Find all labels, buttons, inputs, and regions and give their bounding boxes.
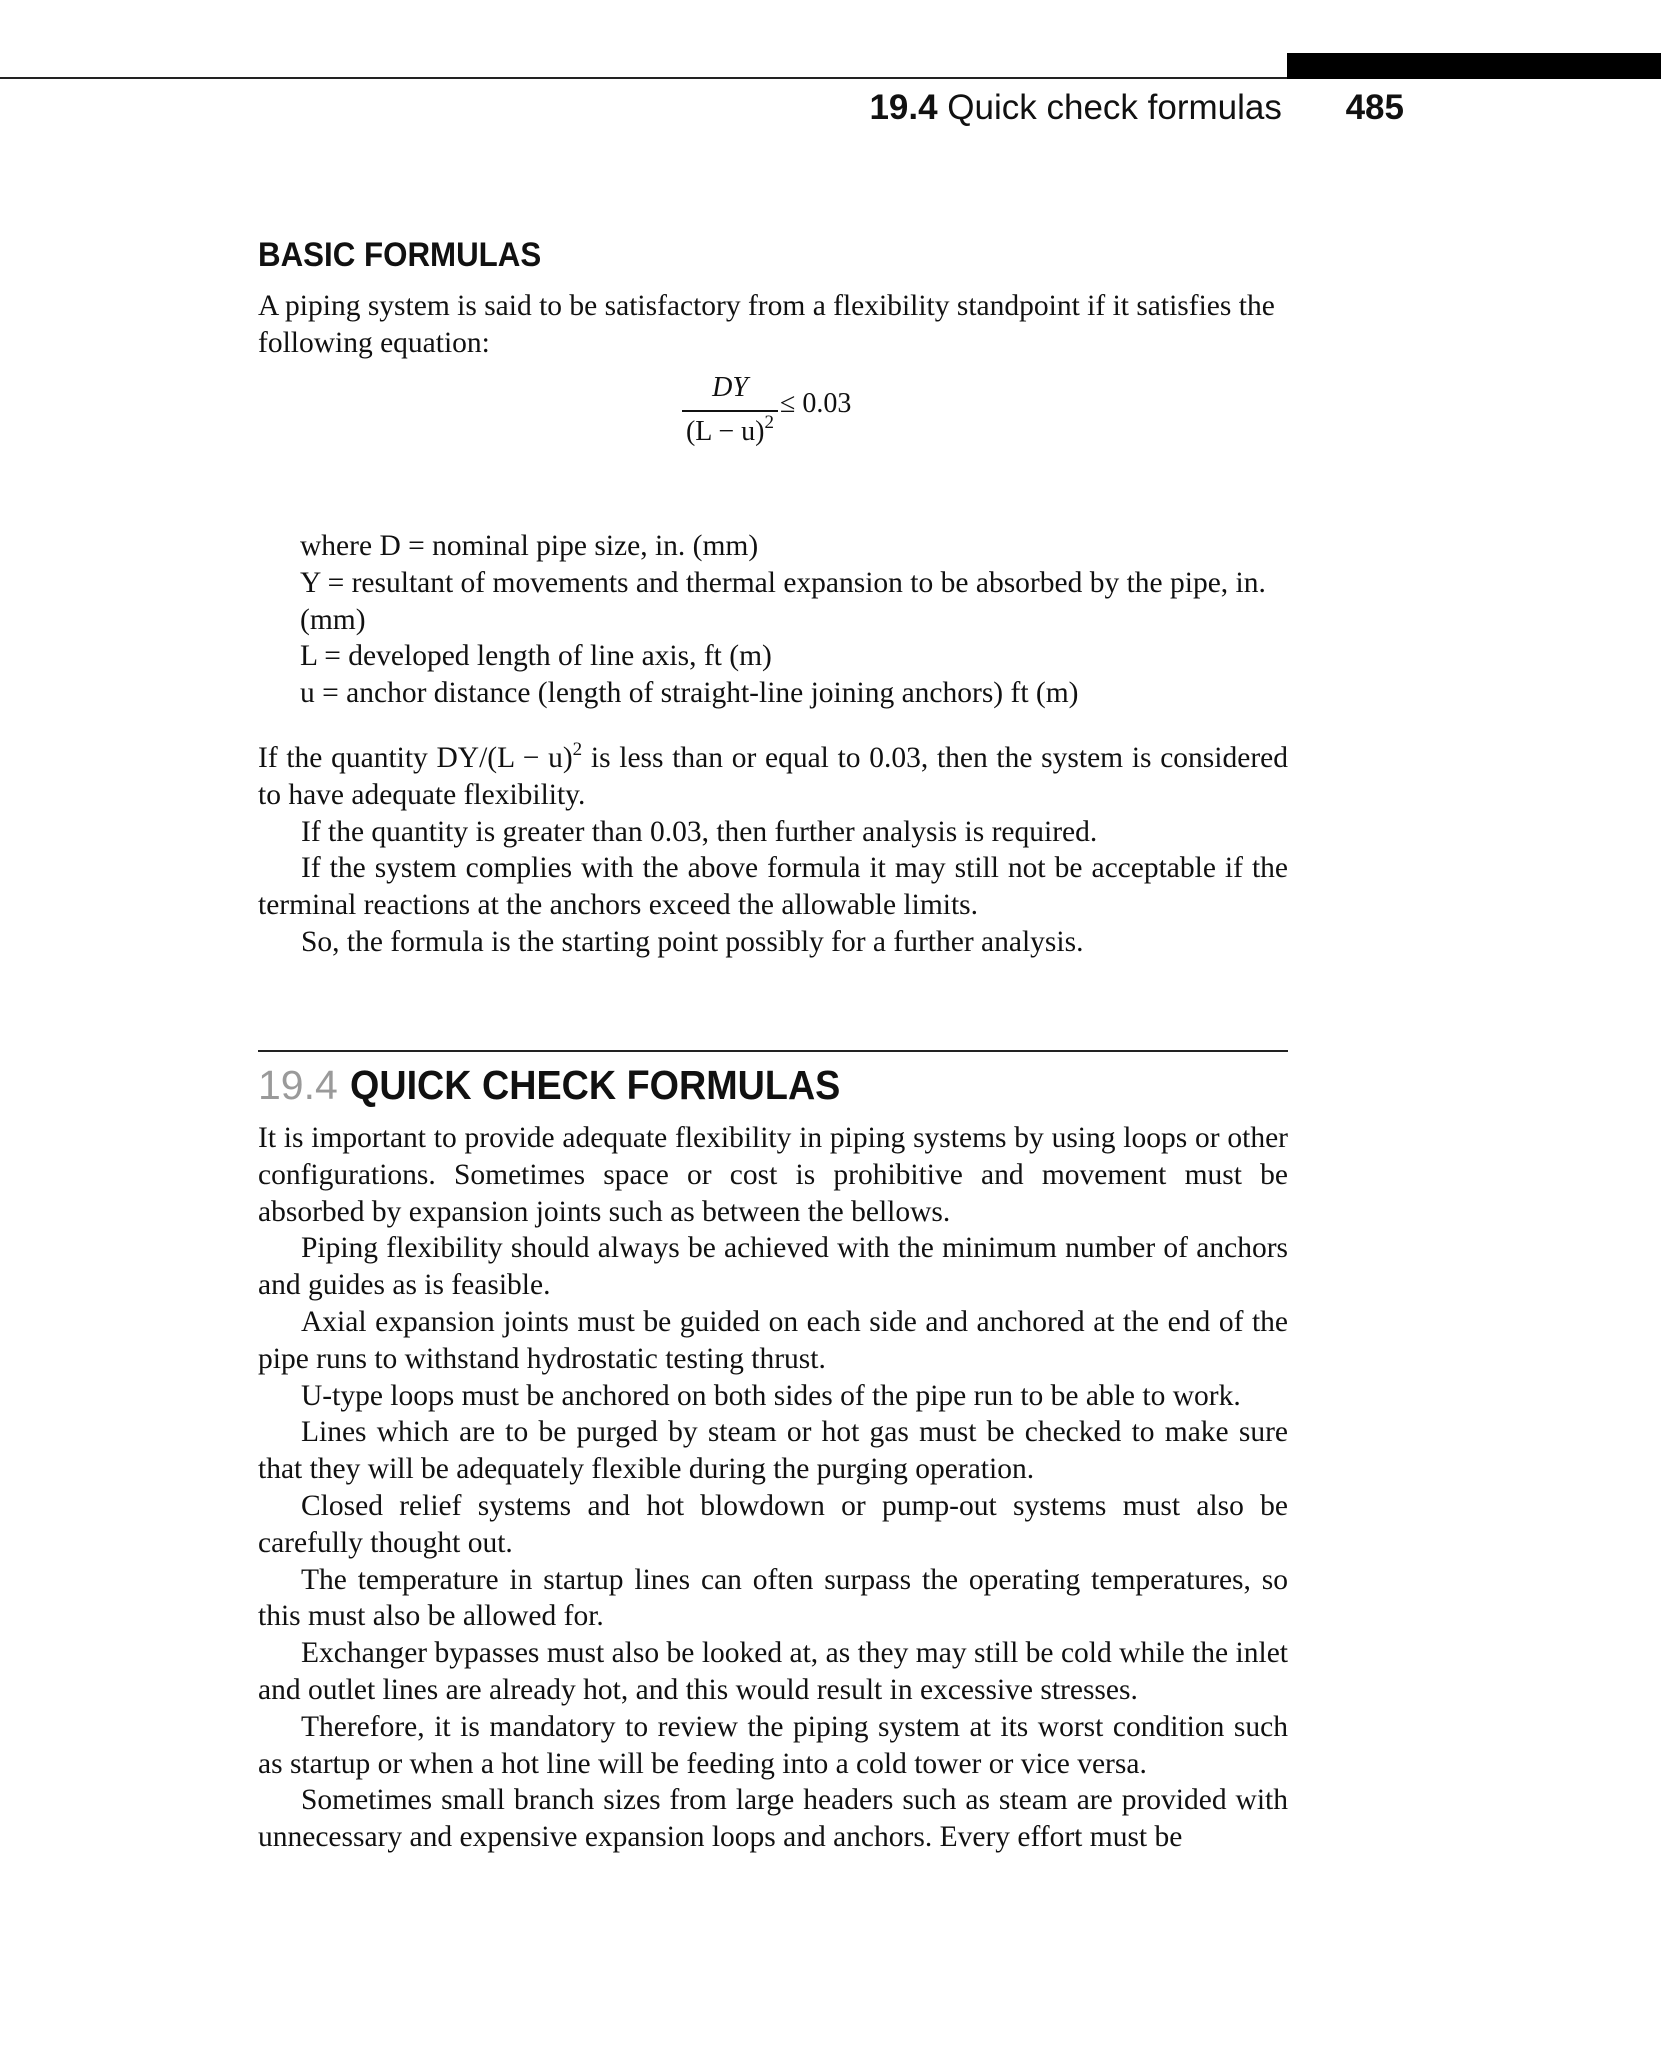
formula-denominator-text: (L − u) [685, 416, 765, 447]
basic-paragraph-1-exponent: 2 [572, 739, 583, 760]
definition-l: L = developed length of line axis, ft (m) [300, 640, 772, 673]
basic-paragraph-4: So, the formula is the starting point possibly for a further analysis. [301, 925, 1084, 958]
formula-exponent: 2 [764, 412, 774, 433]
header-thumb-bar [1287, 53, 1661, 79]
section-body [258, 1120, 1288, 1856]
section-paragraph-4: U-type loops must be anchored on both sides of the pipe run to be able to work. [301, 1379, 1241, 1412]
formula-relation: ≤ 0.03 [780, 388, 852, 419]
section-paragraph-7: The temperature in startup lines can often surpass the operating temperatures, so this must also be allowed for. [258, 1563, 1288, 1633]
section-rule [258, 1050, 1288, 1052]
definition-u: u = anchor distance (length of straight-line joining anchors) ft (m) [300, 677, 1079, 710]
definition-d: where D = nominal pipe size, in. (mm) [300, 530, 759, 562]
basic-paragraph-1-lead: If the quantity DY/(L − u) [258, 742, 573, 774]
section-paragraph-1: It is important to provide adequate flexibility in piping systems by using loops or other configurations. Sometimes space or cost is prohibitive and movement must be absorbed by expansion joints such as between the bellows. [258, 1122, 1288, 1228]
running-head [0, 88, 1404, 128]
basic-intro-paragraph: A piping system is said to be satisfactory from a flexibility standpoint if it satisfies the following equation: [258, 290, 1275, 359]
basic-paragraph-1-tail: is less than or equal to 0.03, then the system is considered to have adequate flexibility. [258, 742, 1288, 811]
page-number: 485 [1345, 88, 1404, 127]
definition-y: Y = resultant of movements and thermal expansion to be absorbed by the pipe, in. (mm) [300, 566, 1266, 636]
basic-formulas-heading: BASIC FORMULAS [258, 236, 542, 274]
section-paragraph-8: Exchanger bypasses must also be looked at, as they may still be cold while the inlet and outlet lines are already hot, and this would result in excessive stresses. [258, 1637, 1288, 1706]
basic-paragraph-2: If the quantity is greater than 0.03, then further analysis is required. [301, 815, 1098, 848]
formula-numerator: DY [712, 372, 748, 403]
section-paragraph-3: Axial expansion joints must be guided on each side and anchored at the end of the pipe runs to withstand hydrostatic testing thrust. [258, 1305, 1288, 1375]
formula-denominator [682, 412, 778, 448]
section-number: 19.4 [258, 1062, 338, 1108]
section-paragraph-9: Therefore, it is mandatory to review the piping system at its worst condition such as startup or when a hot line will be feeding into a cold tower or vice versa. [258, 1710, 1288, 1780]
section-title: QUICK CHECK FORMULAS [349, 1062, 841, 1108]
section-paragraph-6: Closed relief systems and hot blowdown or pump-out systems must also be carefully thought out. [258, 1489, 1288, 1559]
running-head-section-number: 19.4 [869, 88, 938, 127]
basic-paragraph-3: If the system complies with the above formula it may still not be acceptable if the terminal reactions at the anchors exceed the allowable limits. [258, 852, 1288, 922]
basic-formulas-heading-block [258, 236, 1288, 275]
running-head-title: Quick check formulas [947, 88, 1282, 127]
section-paragraph-5: Lines which are to be purged by steam or hot gas must be checked to make sure that they will be adequately flexible during the purging operation. [258, 1416, 1288, 1486]
section-paragraph-2: Piping flexibility should always be achieved with the minimum number of anchors and guides as is feasible. [258, 1232, 1288, 1302]
section-heading [258, 1062, 883, 1109]
section-paragraph-10: Sometimes small branch sizes from large headers such as steam are provided with unnecessary and expensive expansion loops and anchors. Every effort must be [258, 1784, 1288, 1854]
basic-intro-block [258, 288, 1288, 362]
variable-definitions [300, 528, 1290, 712]
basic-paragraph-1 [258, 740, 1288, 814]
basic-body [258, 740, 1288, 961]
